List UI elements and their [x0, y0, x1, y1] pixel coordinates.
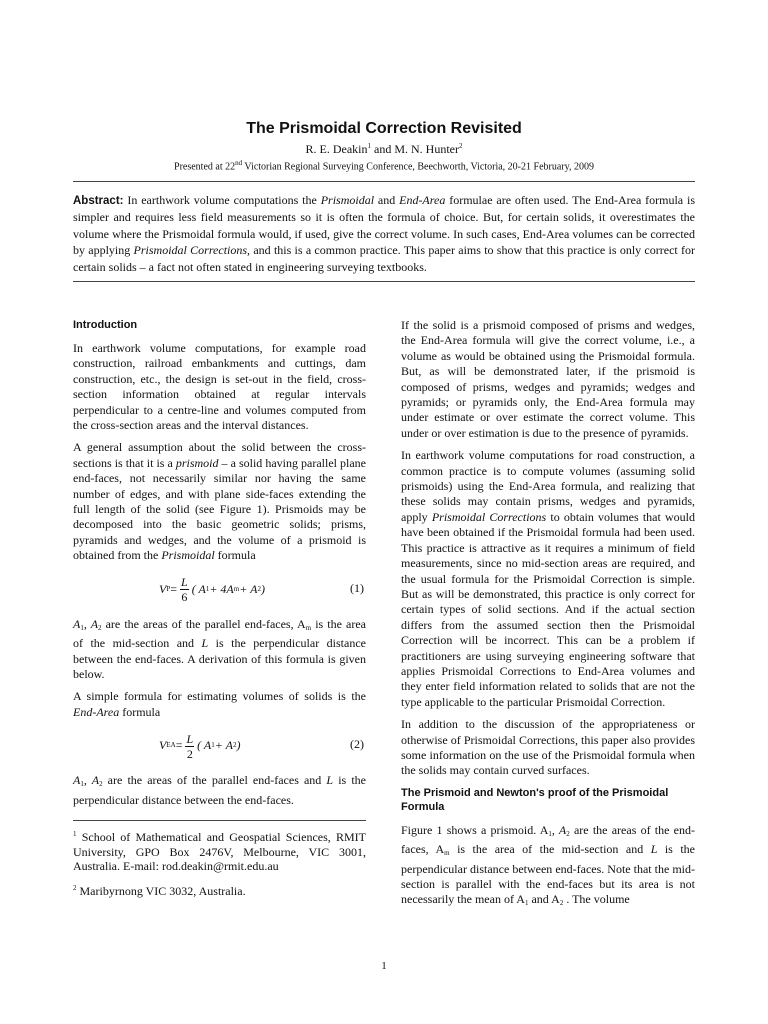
abstract-text-1: In earthwork volume computations the — [123, 193, 321, 207]
equation-number: (1) — [350, 580, 364, 595]
fraction — [185, 732, 194, 761]
abstract-text-2: and — [374, 193, 400, 207]
presented-at-line — [0, 159, 768, 172]
sym: , A — [83, 773, 100, 788]
sym: , A — [83, 616, 99, 631]
sub: 1 — [524, 899, 529, 908]
paragraph — [73, 689, 366, 720]
left-column — [73, 318, 366, 905]
sym-l: L — [326, 773, 334, 788]
text: A simple formula for estimating volumes of solids is the — [73, 689, 366, 704]
footnote-rule — [73, 820, 366, 821]
footnote-mark: 1 — [73, 829, 77, 838]
equation-2-body — [159, 727, 240, 765]
paragraph — [73, 440, 366, 563]
eq-subscript: 1 — [205, 584, 210, 593]
footnote-text: School of Mathematical and Geospatial Sciences, RMIT University, GPO Box 2476V, Melbourne, VIC 3001, Australia. E-mail: rod.deakin@rmit.edu.au — [73, 829, 366, 874]
abstract-top-rule — [73, 181, 695, 182]
sym: A — [73, 773, 81, 788]
text: is the perpendicular distance between the end-faces. A derivation of this formula is given below. — [73, 636, 366, 681]
eq-symbol: V — [159, 738, 167, 753]
text: Figure 1 shows a prismoid. A — [401, 822, 549, 837]
sub: 2 — [99, 780, 103, 789]
ordinal-suffix: nd — [235, 159, 243, 167]
eq-subscript: 1 — [211, 741, 215, 750]
sub: 2 — [98, 623, 102, 632]
text: – a solid having parallel plane end-faces, not necessarily similar nor having the same number of edges, and with plane side-faces extending the full length of the solid (see Figure 1). Prismoids may be decomposed into the basic geometric solids; prisms, pyramids and wedges, and the volume of a prismoid is obtained from the — [73, 455, 366, 563]
abstract — [73, 192, 695, 275]
term-prismoidal: Prismoidal — [161, 548, 215, 563]
eq-term: + 4A — [209, 581, 234, 596]
paper-title: The Prismoidal Correction Revisited — [246, 120, 522, 137]
sub: 1 — [80, 623, 84, 632]
eq-term: ( A — [191, 581, 206, 596]
eq-term: ) — [260, 581, 265, 596]
author-2: and M. N. Hunter — [371, 142, 459, 156]
abstract-label: Abstract: — [73, 195, 124, 207]
eq-term: + A — [239, 581, 258, 596]
text: and A — [528, 892, 560, 907]
eq-equals: = — [170, 581, 178, 596]
text: is the area of the mid-section and — [73, 616, 366, 651]
text: is the area of the mid-section and — [449, 842, 651, 857]
eq-subscript: 2 — [257, 584, 261, 593]
eq-subscript: EA — [166, 741, 176, 750]
section-heading-introduction: Introduction — [73, 319, 138, 331]
text: is the perpendicular distance between end-faces. Note that the mid-section is parallel with the end-faces but its area is not necessarily the mean of A — [401, 842, 695, 907]
eq-subscript: P — [166, 584, 171, 593]
sub: 1 — [548, 829, 552, 838]
text: In earthwork volume computations for road construction, a common practice is to compute volumes (assuming solid prismoids) using the End-Area formula, and realizing that these solids may contain prisms, wedges and pyramids, apply — [401, 448, 695, 524]
sub: 2 — [566, 829, 570, 838]
text: A general assumption about the solid between the cross-sections is that it is a — [73, 440, 366, 470]
sym: A — [73, 616, 81, 631]
term-end-area: End-Area — [73, 704, 120, 719]
paragraph — [73, 617, 366, 683]
fraction-numerator: L — [186, 731, 194, 746]
footnote-text: Maribyrnong VIC 3032, Australia. — [76, 883, 246, 898]
abstract-term-prismoidal: Prismoidal — [320, 193, 375, 207]
abstract-bottom-rule — [73, 281, 695, 282]
footnote-2 — [73, 881, 366, 899]
fraction-denominator: 6 — [181, 590, 188, 605]
text: is the perpendicular distance between the end-faces. — [73, 773, 366, 807]
paragraph: In addition to the discussion of the appropriateness or otherwise of Prismoidal Corrections, this paper also provides some information on the use of the Prismoidal formula when the solids may contain curved surfaces. — [401, 717, 695, 778]
abstract-term-end-area: End-Area — [399, 193, 446, 207]
equation-1 — [73, 571, 366, 609]
author-2-affiliation-mark: 2 — [458, 142, 463, 150]
paragraph — [73, 773, 366, 808]
sym-l: L — [201, 636, 209, 651]
eq-subscript: m — [233, 584, 240, 593]
right-column — [401, 318, 695, 919]
text: to obtain volumes that would have been obtained if the Prismoidal formula had been used. This practice is attractive as it requires a minimum of field measurements, since no mid-section areas are required, and the usual formula for the Prismoidal Correction is simple. But as will be demonstrated, this practice is only correct for certain types of solid sections. And if the actual section differs from the assumed section then the Prismoidal Correction will be incorrect. This can be a problem if practitioners are using surveying engineering software that applies Prismoidal Corrections to End-Area volumes and they enter field information related to solids that are not the type applicable to the particular Prismoidal Correction. — [401, 509, 695, 709]
sym: , A — [551, 822, 567, 837]
eq-subscript: 2 — [232, 741, 237, 750]
authors-line — [0, 142, 768, 157]
abstract-text-4: and this is a common practice. This paper aims to show that this practice is only correct for certain solids – a fact not often stated in engineering surveying textbooks. — [73, 243, 695, 274]
equation-1-body — [159, 571, 265, 609]
paragraph: In earthwork volume computations, for example road construction, railroad embankments and cuttings, dam construction, etc., the design is set-out in the field, cross-section information obtained at regular intervals perpendicular to a centre-line and volumes computed from the cross-section areas and the interval distances. — [73, 341, 366, 433]
text: formula — [214, 548, 256, 563]
eq-term: + A — [214, 738, 233, 753]
sub: m — [305, 623, 312, 632]
abstract-term-prismoidal-corrections: Prismoidal Corrections, — [133, 243, 251, 258]
section-heading-prismoid: The Prismoid and Newton's proof of the Prismoidal Formula — [401, 786, 669, 813]
equation-number: (2) — [350, 737, 364, 752]
sub: 1 — [80, 780, 84, 789]
text: formula — [119, 704, 161, 719]
fraction — [180, 575, 189, 604]
presented-text-a: Presented at 22 — [174, 161, 236, 173]
equation-2 — [73, 727, 366, 765]
page-number: 1 — [381, 960, 387, 972]
eq-term: ( A — [197, 738, 212, 753]
term-prismoid: prismoid — [175, 455, 219, 470]
text: are the areas of the parallel end-faces and — [102, 773, 327, 788]
fraction-numerator: L — [181, 575, 188, 590]
author-1-affiliation-mark: 1 — [367, 142, 371, 150]
eq-symbol: V — [159, 581, 167, 596]
fraction-denominator: 2 — [186, 746, 193, 761]
text: are the areas of the end-faces, A — [401, 822, 695, 857]
sub: m — [444, 849, 450, 858]
paragraph: If the solid is a prismoid composed of prisms and wedges, the End-Area formula will give the correct volume, i.e., a volume as would be obtained using the Prismoidal formula. But, as will be demonstrated later, if the prismoid is composed of prisms, wedges and pyramids; wedges and pyramids; or pyramids only, the End-Area formula may under estimate or over estimate the correct volume. This under or over estimation is due to the presence of pyramids. — [401, 318, 695, 440]
text: . The volume — [563, 892, 630, 907]
sub: 2 — [559, 899, 564, 908]
sym-l: L — [650, 842, 658, 857]
author-1: R. E. Deakin — [305, 142, 368, 156]
paragraph — [401, 448, 695, 710]
presented-text-b: Victorian Regional Surveying Conference, Beechworth, Victoria, 20-21 February, 2009 — [242, 161, 594, 173]
paragraph — [401, 823, 695, 912]
footnote-1 — [73, 827, 366, 874]
term-prismoidal-corrections: Prismoidal Corrections — [431, 509, 547, 524]
footnote-mark: 2 — [73, 883, 77, 892]
abstract-text-3: formulae are often used. The End-Area formula is simpler and requires less field measurements so it is often the formula of choice. But, for certain solids, it overestimates the volume where the Prismoidal formula would, if used, give the correct volume. In such cases, End-Area volumes can be corrected by applying — [73, 193, 696, 258]
text: are the areas of the parallel end-faces, A — [101, 616, 306, 631]
eq-equals: = — [175, 738, 183, 753]
eq-term: ) — [236, 738, 241, 753]
